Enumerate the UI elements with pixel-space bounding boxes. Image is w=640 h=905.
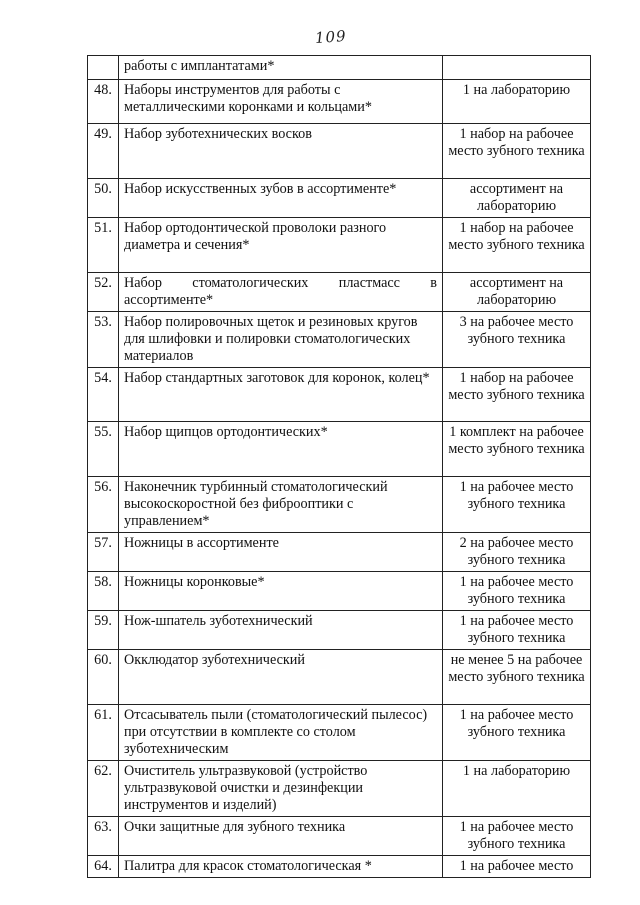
item-name: Наборы инструментов для работы с металлическими коронками и кольцами*	[119, 80, 443, 124]
row-number: 60.	[88, 650, 119, 705]
item-name: Набор стандартных заготовок для коронок, колец*	[119, 368, 443, 422]
row-number: 61.	[88, 705, 119, 761]
table-row	[88, 312, 591, 368]
table-row	[88, 56, 591, 80]
item-quantity: 1 набор на рабочее место зубного техника	[443, 368, 591, 422]
table-row	[88, 856, 591, 878]
row-number: 62.	[88, 761, 119, 817]
row-number: 56.	[88, 477, 119, 533]
table-row	[88, 80, 591, 124]
item-quantity: 1 набор на рабочее место зубного техника	[443, 124, 591, 179]
page-number: 109	[314, 26, 348, 48]
table-row	[88, 273, 591, 312]
row-number: 53.	[88, 312, 119, 368]
table-row	[88, 218, 591, 273]
item-name: работы с имплантатами*	[119, 56, 443, 80]
row-number: 51.	[88, 218, 119, 273]
item-name: Набор зуботехнических восков	[119, 124, 443, 179]
item-quantity: 3 на рабочее место зубного техника	[443, 312, 591, 368]
row-number: 55.	[88, 422, 119, 477]
row-number: 64.	[88, 856, 119, 878]
item-name: Набор искусственных зубов в ассортименте*	[119, 179, 443, 218]
item-quantity: 1 на рабочее место зубного техника	[443, 611, 591, 650]
row-number: 58.	[88, 572, 119, 611]
item-quantity: 1 на рабочее место зубного техника	[443, 477, 591, 533]
table-row	[88, 572, 591, 611]
row-number: 59.	[88, 611, 119, 650]
item-quantity: 1 на лабораторию	[443, 761, 591, 817]
table-row	[88, 761, 591, 817]
table-row	[88, 179, 591, 218]
item-name: Очиститель ультразвуковой (устройство ультразвуковой очистки и дезинфекции инструментов и изделий)	[119, 761, 443, 817]
table-row	[88, 477, 591, 533]
item-name: Набор щипцов ортодонтических*	[119, 422, 443, 477]
item-quantity: 1 на рабочее место зубного техника	[443, 572, 591, 611]
item-quantity: 1 на рабочее место	[443, 856, 591, 878]
item-name: Очки защитные для зубного техника	[119, 817, 443, 856]
item-quantity: 1 комплект на рабочее место зубного техника	[443, 422, 591, 477]
row-number	[88, 56, 119, 80]
row-number: 54.	[88, 368, 119, 422]
item-name: Отсасыватель пыли (стоматологический пылесос) при отсутствии в комплекте со столом зуботехническим	[119, 705, 443, 761]
row-number: 48.	[88, 80, 119, 124]
row-number: 63.	[88, 817, 119, 856]
item-name: Набор стоматологических пластмасс в ассортименте*	[119, 273, 443, 312]
item-quantity: 1 на рабочее место зубного техника	[443, 817, 591, 856]
row-number: 49.	[88, 124, 119, 179]
table-row	[88, 650, 591, 705]
table-row	[88, 705, 591, 761]
item-name: Нож-шпатель зуботехнический	[119, 611, 443, 650]
row-number: 57.	[88, 533, 119, 572]
item-name: Ножницы в ассортименте	[119, 533, 443, 572]
table-row	[88, 422, 591, 477]
item-quantity: ассортимент на лабораторию	[443, 179, 591, 218]
table-row	[88, 124, 591, 179]
item-quantity: ассортимент на лабораторию	[443, 273, 591, 312]
item-quantity	[443, 56, 591, 80]
item-quantity: 1 на рабочее место зубного техника	[443, 705, 591, 761]
item-quantity: не менее 5 на рабочее место зубного техника	[443, 650, 591, 705]
item-name: Набор ортодонтической проволоки разного диаметра и сечения*	[119, 218, 443, 273]
row-number: 52.	[88, 273, 119, 312]
item-quantity: 1 набор на рабочее место зубного техника	[443, 218, 591, 273]
item-name: Набор полировочных щеток и резиновых кругов для шлифовки и полировки стоматологических материалов	[119, 312, 443, 368]
item-name: Окклюдатор зуботехнический	[119, 650, 443, 705]
item-name: Наконечник турбинный стоматологический высокоскоростной без фиброоптики с управлением*	[119, 477, 443, 533]
table-row	[88, 611, 591, 650]
equipment-table	[87, 55, 591, 878]
item-quantity: 1 на лабораторию	[443, 80, 591, 124]
table-row	[88, 817, 591, 856]
item-name: Ножницы коронковые*	[119, 572, 443, 611]
item-name: Палитра для красок стоматологическая *	[119, 856, 443, 878]
item-quantity: 2 на рабочее место зубного техника	[443, 533, 591, 572]
table-row	[88, 368, 591, 422]
row-number: 50.	[88, 179, 119, 218]
table-row	[88, 533, 591, 572]
